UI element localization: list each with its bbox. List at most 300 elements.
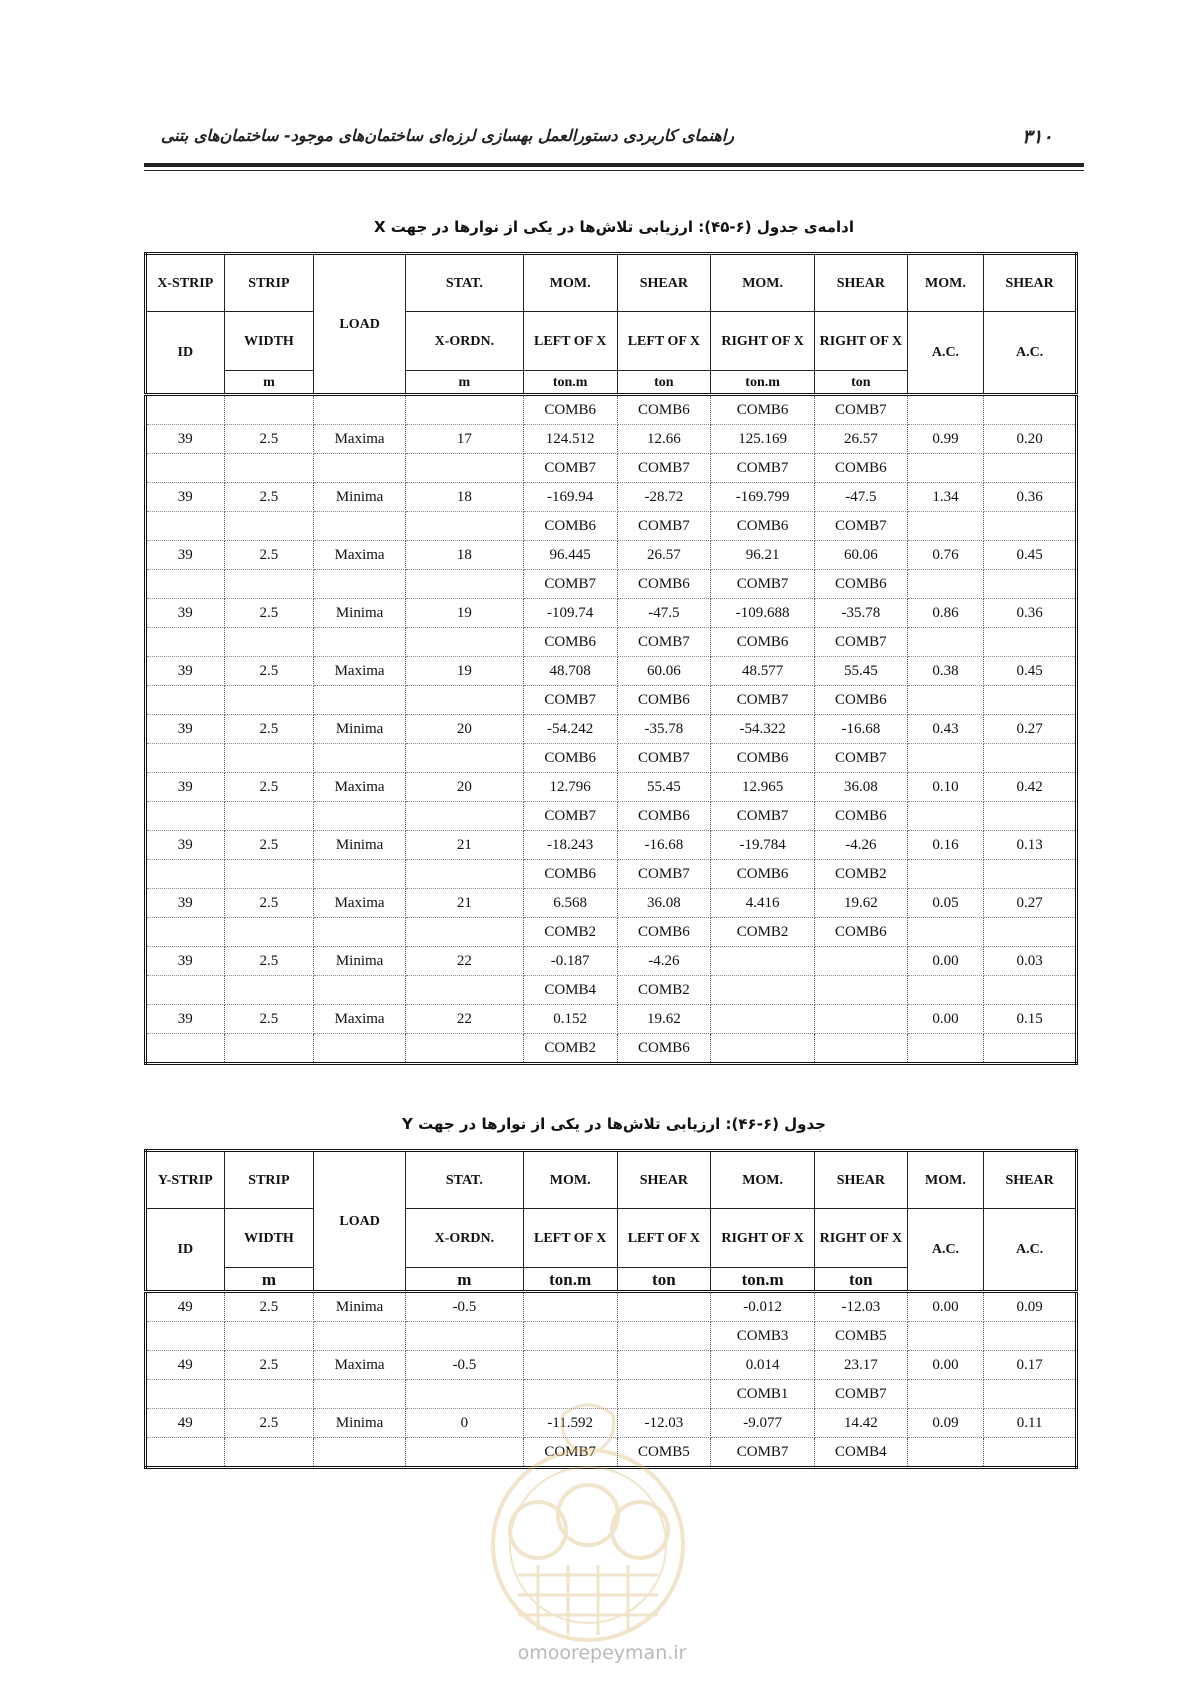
table-cell: 12.965 <box>711 773 815 802</box>
table-cell: COMB6 <box>711 512 815 541</box>
unit-mom-right: ton.m <box>711 1268 815 1292</box>
table-cell: 2.5 <box>224 947 314 976</box>
table-cell: 2.5 <box>224 715 314 744</box>
col-right-of-x-mom: RIGHT OF X <box>711 1209 815 1268</box>
table-cell: COMB6 <box>523 512 617 541</box>
table-cell <box>224 918 314 947</box>
table-cell: 96.445 <box>523 541 617 570</box>
table-cell: -4.26 <box>617 947 711 976</box>
table-cell: 36.08 <box>617 889 711 918</box>
table-row <box>146 715 1077 744</box>
header-rule-thin <box>144 170 1084 171</box>
table-cell: 6.568 <box>523 889 617 918</box>
table-cell <box>314 1322 406 1351</box>
table-cell: COMB7 <box>617 454 711 483</box>
table-cell: Minima <box>314 831 406 860</box>
table-cell: COMB6 <box>711 628 815 657</box>
col-shear-right: SHEAR <box>814 1151 907 1209</box>
table-cell <box>224 744 314 773</box>
col-strip-id-top: Y-STRIP <box>146 1151 225 1209</box>
table-cell <box>984 512 1077 541</box>
table-row <box>146 425 1077 454</box>
table-cell: -9.077 <box>711 1409 815 1438</box>
table-cell: 39 <box>146 889 225 918</box>
table-cell <box>146 686 225 715</box>
table-cell <box>314 570 406 599</box>
table-cell: 2.5 <box>224 831 314 860</box>
table-cell <box>907 1438 984 1468</box>
table-row <box>146 512 1077 541</box>
table-cell: 2.5 <box>224 1409 314 1438</box>
table-cell <box>224 1034 314 1064</box>
table-cell: 2.5 <box>224 773 314 802</box>
table-cell <box>146 1322 225 1351</box>
table-cell: 2.5 <box>224 599 314 628</box>
table-cell <box>984 686 1077 715</box>
table-row <box>146 599 1077 628</box>
table-cell: Maxima <box>314 1351 406 1380</box>
table-cell <box>224 454 314 483</box>
unit-shear-right: ton <box>814 1268 907 1292</box>
table-cell: 0.20 <box>984 425 1077 454</box>
col-shear-ac: SHEAR <box>984 1151 1077 1209</box>
table-cell <box>814 976 907 1005</box>
table-cell <box>224 686 314 715</box>
table-cell: 20 <box>405 715 523 744</box>
table-cell: 2.5 <box>224 1292 314 1322</box>
table-cell <box>617 1322 711 1351</box>
table-cell <box>984 976 1077 1005</box>
table-row <box>146 1292 1077 1322</box>
table-cell <box>405 1322 523 1351</box>
page-header <box>144 122 1084 152</box>
table-cell: 0.05 <box>907 889 984 918</box>
table-row <box>146 831 1077 860</box>
table-cell: -4.26 <box>814 831 907 860</box>
col-strip: STRIP <box>224 1151 314 1209</box>
table-cell: 0.13 <box>984 831 1077 860</box>
table-cell: COMB6 <box>617 918 711 947</box>
table-cell: 39 <box>146 1005 225 1034</box>
table-cell: COMB4 <box>814 1438 907 1468</box>
table-row <box>146 570 1077 599</box>
table-cell <box>907 395 984 425</box>
table-cell: COMB6 <box>523 628 617 657</box>
table-cell <box>146 395 225 425</box>
table-cell: -16.68 <box>617 831 711 860</box>
table-cell <box>224 1438 314 1468</box>
col-right-of-x-shear: RIGHT OF X <box>814 312 907 371</box>
table-cell: -109.688 <box>711 599 815 628</box>
table-cell: COMB6 <box>711 860 815 889</box>
table-cell: COMB6 <box>814 454 907 483</box>
table-cell: 39 <box>146 773 225 802</box>
table-cell: COMB7 <box>814 512 907 541</box>
table-row <box>146 1005 1077 1034</box>
table-cell <box>984 1438 1077 1468</box>
col-load: LOAD <box>314 254 406 395</box>
table-cell <box>314 802 406 831</box>
table-cell <box>984 744 1077 773</box>
table-cell <box>146 454 225 483</box>
table-cell: -47.5 <box>617 599 711 628</box>
col-shear-right: SHEAR <box>814 254 907 312</box>
col-shear-left: SHEAR <box>617 1151 711 1209</box>
col-ac-shear: A.C. <box>984 1209 1077 1292</box>
table-cell: Minima <box>314 1292 406 1322</box>
table-cell <box>405 802 523 831</box>
table-cell <box>314 454 406 483</box>
table-cell: 20 <box>405 773 523 802</box>
table-cell: COMB7 <box>711 686 815 715</box>
col-ac-shear: A.C. <box>984 312 1077 395</box>
table-cell: 19.62 <box>814 889 907 918</box>
col-ac-mom: A.C. <box>907 312 984 395</box>
col-width: WIDTH <box>224 312 314 371</box>
page-number: ۳۱۰ <box>1022 126 1053 148</box>
table-cell: Maxima <box>314 889 406 918</box>
col-mom-left: MOM. <box>523 254 617 312</box>
table-cell: 36.08 <box>814 773 907 802</box>
table-cell <box>523 1351 617 1380</box>
table-cell: -109.74 <box>523 599 617 628</box>
table-cell: -169.94 <box>523 483 617 512</box>
table-row <box>146 483 1077 512</box>
table-cell <box>523 1322 617 1351</box>
table-cell: 1.34 <box>907 483 984 512</box>
table-cell: COMB6 <box>617 1034 711 1064</box>
table-cell: COMB6 <box>523 744 617 773</box>
table-cell: Minima <box>314 599 406 628</box>
table-cell <box>907 512 984 541</box>
table-cell: 18 <box>405 541 523 570</box>
table-cell: Minima <box>314 1409 406 1438</box>
table-cell: -16.68 <box>814 715 907 744</box>
table-cell: 26.57 <box>617 541 711 570</box>
table-cell <box>146 570 225 599</box>
table-cell: 0.09 <box>907 1409 984 1438</box>
running-title: راهنمای کاربردی دستورالعمل بهسازی لرزه‌ای ساختمان‌های موجود- ساختمان‌های بتنی <box>160 126 734 145</box>
table-cell <box>814 1005 907 1034</box>
table-cell: COMB6 <box>617 802 711 831</box>
table-cell <box>907 628 984 657</box>
table-cell: 0.00 <box>907 1292 984 1322</box>
table-row <box>146 1034 1077 1064</box>
table-cell <box>146 512 225 541</box>
table-cell <box>314 628 406 657</box>
table-cell <box>523 1292 617 1322</box>
unit-shear-right: ton <box>814 371 907 395</box>
header-rule-thick <box>144 163 1084 167</box>
col-mom-right: MOM. <box>711 254 815 312</box>
unit-shear-left: ton <box>617 371 711 395</box>
table-cell: COMB7 <box>523 454 617 483</box>
table-cell: COMB7 <box>711 454 815 483</box>
table-cell: -35.78 <box>617 715 711 744</box>
col-id: ID <box>146 312 225 395</box>
table-row <box>146 454 1077 483</box>
table-row <box>146 889 1077 918</box>
table-cell: COMB7 <box>523 1438 617 1468</box>
table-cell: 18 <box>405 483 523 512</box>
table-cell: 49 <box>146 1409 225 1438</box>
table2-caption: جدول (۶-۴۶): ارزیابی تلاش‌ها در یکی از نوارها در جهت Y <box>402 1115 826 1133</box>
table-row <box>146 976 1077 1005</box>
table-cell: 0.27 <box>984 889 1077 918</box>
table-cell <box>224 802 314 831</box>
table-cell: COMB7 <box>523 802 617 831</box>
table-cell: COMB2 <box>523 1034 617 1064</box>
table-cell: -35.78 <box>814 599 907 628</box>
table-row <box>146 395 1077 425</box>
unit-width: m <box>224 1268 314 1292</box>
table-cell: COMB5 <box>814 1322 907 1351</box>
table-cell <box>146 1380 225 1409</box>
col-stat: STAT. <box>405 1151 523 1209</box>
table-cell <box>224 976 314 1005</box>
table-cell: 0.00 <box>907 1351 984 1380</box>
unit-shear-left: ton <box>617 1268 711 1292</box>
unit-mom-left: ton.m <box>523 371 617 395</box>
table-cell: COMB6 <box>814 802 907 831</box>
table-cell <box>314 976 406 1005</box>
table-cell <box>711 947 815 976</box>
table-cell: 0.36 <box>984 483 1077 512</box>
table-cell: COMB3 <box>711 1322 815 1351</box>
table-row <box>146 860 1077 889</box>
table-cell: 39 <box>146 425 225 454</box>
watermark-logo <box>468 1395 708 1655</box>
table-cell: 0.27 <box>984 715 1077 744</box>
table-cell: 22 <box>405 1005 523 1034</box>
col-ac-mom: A.C. <box>907 1209 984 1292</box>
table-cell: COMB6 <box>711 744 815 773</box>
table-cell: COMB6 <box>617 395 711 425</box>
unit-mom-right: ton.m <box>711 371 815 395</box>
table-cell <box>984 802 1077 831</box>
table-cell <box>907 860 984 889</box>
table-cell: COMB6 <box>523 395 617 425</box>
col-left-of-x-shear: LEFT OF X <box>617 312 711 371</box>
table-cell: -47.5 <box>814 483 907 512</box>
table-cell <box>405 512 523 541</box>
table-cell: 48.577 <box>711 657 815 686</box>
table-cell: 0.76 <box>907 541 984 570</box>
col-mom-right: MOM. <box>711 1151 815 1209</box>
col-right-of-x-shear: RIGHT OF X <box>814 1209 907 1268</box>
table-cell: 60.06 <box>814 541 907 570</box>
table-cell <box>984 1034 1077 1064</box>
table-cell: COMB7 <box>814 1380 907 1409</box>
table-cell: COMB7 <box>523 686 617 715</box>
table-cell <box>907 1034 984 1064</box>
col-strip: STRIP <box>224 254 314 312</box>
table-cell: Maxima <box>314 657 406 686</box>
table-cell <box>314 744 406 773</box>
table-cell: COMB2 <box>617 976 711 1005</box>
table-cell: 0.42 <box>984 773 1077 802</box>
table-cell <box>146 744 225 773</box>
table-cell: COMB6 <box>814 570 907 599</box>
table-cell: -12.03 <box>814 1292 907 1322</box>
table-cell: 39 <box>146 947 225 976</box>
table-cell: 0.15 <box>984 1005 1077 1034</box>
table1-body <box>146 395 1077 1064</box>
table-cell: -12.03 <box>617 1409 711 1438</box>
table-cell: 19.62 <box>617 1005 711 1034</box>
table-cell <box>314 1438 406 1468</box>
table-cell <box>405 918 523 947</box>
table-cell: COMB2 <box>814 860 907 889</box>
table-cell: 39 <box>146 831 225 860</box>
table-cell: COMB7 <box>711 1438 815 1468</box>
table-cell: 0.45 <box>984 541 1077 570</box>
table-cell <box>314 918 406 947</box>
table-cell <box>146 860 225 889</box>
table-cell: COMB6 <box>617 570 711 599</box>
table-row <box>146 541 1077 570</box>
table-cell <box>405 454 523 483</box>
table-cell: 125.169 <box>711 425 815 454</box>
table-row <box>146 918 1077 947</box>
table-cell: COMB7 <box>617 860 711 889</box>
table-cell <box>405 976 523 1005</box>
table-cell <box>711 1005 815 1034</box>
col-width: WIDTH <box>224 1209 314 1268</box>
table-cell <box>984 570 1077 599</box>
table-cell <box>314 1380 406 1409</box>
table-cell: 2.5 <box>224 483 314 512</box>
table-cell <box>224 1322 314 1351</box>
table-cell <box>405 744 523 773</box>
table-row <box>146 1351 1077 1380</box>
table-cell <box>224 1380 314 1409</box>
table-cell <box>907 686 984 715</box>
table-cell: 39 <box>146 715 225 744</box>
table-cell <box>984 918 1077 947</box>
table-cell: COMB7 <box>814 395 907 425</box>
col-shear-left: SHEAR <box>617 254 711 312</box>
table-cell <box>984 1380 1077 1409</box>
table-cell <box>907 1322 984 1351</box>
table-cell <box>224 860 314 889</box>
table-row <box>146 947 1077 976</box>
table-cell <box>146 976 225 1005</box>
table-cell <box>314 860 406 889</box>
table-cell <box>907 570 984 599</box>
table-cell <box>314 686 406 715</box>
table-cell: 0.38 <box>907 657 984 686</box>
col-left-of-x-shear: LEFT OF X <box>617 1209 711 1268</box>
col-strip-id-top: X-STRIP <box>146 254 225 312</box>
table-cell <box>814 1034 907 1064</box>
table-cell: 55.45 <box>617 773 711 802</box>
table-cell: Maxima <box>314 773 406 802</box>
table-cell: COMB2 <box>523 918 617 947</box>
table-cell <box>617 1351 711 1380</box>
table-cell <box>617 1292 711 1322</box>
table-cell: COMB7 <box>617 512 711 541</box>
table-cell: 21 <box>405 831 523 860</box>
table-row <box>146 802 1077 831</box>
table-cell: 19 <box>405 599 523 628</box>
table-cell <box>907 802 984 831</box>
table-cell: 21 <box>405 889 523 918</box>
col-mom-left: MOM. <box>523 1151 617 1209</box>
unit-mom-left: ton.m <box>523 1268 617 1292</box>
table-cell: 12.66 <box>617 425 711 454</box>
table-cell: 0.10 <box>907 773 984 802</box>
table-cell: 2.5 <box>224 889 314 918</box>
table-cell <box>711 1034 815 1064</box>
table-cell: 55.45 <box>814 657 907 686</box>
table-cell: 60.06 <box>617 657 711 686</box>
table-cell <box>146 918 225 947</box>
table-cell <box>146 628 225 657</box>
table-cell <box>146 1438 225 1468</box>
table-cell: 0.45 <box>984 657 1077 686</box>
table-row <box>146 773 1077 802</box>
table-cell <box>984 860 1077 889</box>
table-cell: COMB7 <box>814 628 907 657</box>
table-cell: 2.5 <box>224 1351 314 1380</box>
table-cell <box>984 454 1077 483</box>
table-cell: 39 <box>146 657 225 686</box>
table-cell: 0.00 <box>907 947 984 976</box>
table-cell: 49 <box>146 1351 225 1380</box>
table-cell: 23.17 <box>814 1351 907 1380</box>
table-cell: 0.36 <box>984 599 1077 628</box>
table-cell: -169.799 <box>711 483 815 512</box>
table-cell <box>405 628 523 657</box>
unit-x-ordn: m <box>405 1268 523 1292</box>
table-cell: 0.99 <box>907 425 984 454</box>
table-cell: 39 <box>146 599 225 628</box>
table-cell: 12.796 <box>523 773 617 802</box>
table-row <box>146 686 1077 715</box>
table-x-strip <box>144 252 1078 1065</box>
table-cell <box>146 802 225 831</box>
table-cell <box>405 570 523 599</box>
table-cell <box>907 976 984 1005</box>
table-cell <box>405 860 523 889</box>
table-cell: 0.03 <box>984 947 1077 976</box>
table-cell <box>314 512 406 541</box>
col-x-ordn: X-ORDN. <box>405 1209 523 1268</box>
table-cell: COMB6 <box>711 395 815 425</box>
table-cell: Maxima <box>314 1005 406 1034</box>
table-cell: 17 <box>405 425 523 454</box>
table-cell: 0.11 <box>984 1409 1077 1438</box>
table-cell: Maxima <box>314 541 406 570</box>
table-cell <box>146 1034 225 1064</box>
col-left-of-x-mom: LEFT OF X <box>523 312 617 371</box>
table-cell <box>984 1322 1077 1351</box>
table-cell: COMB7 <box>711 802 815 831</box>
table-cell: COMB1 <box>711 1380 815 1409</box>
col-x-ordn: X-ORDN. <box>405 312 523 371</box>
table-cell: 22 <box>405 947 523 976</box>
table-cell <box>224 512 314 541</box>
table-cell: COMB7 <box>711 570 815 599</box>
table-cell <box>984 628 1077 657</box>
table-cell: 0 <box>405 1409 523 1438</box>
table-cell: 0.014 <box>711 1351 815 1380</box>
table-cell: 0.152 <box>523 1005 617 1034</box>
table-cell: 39 <box>146 483 225 512</box>
table-row <box>146 1322 1077 1351</box>
table-cell: 0.17 <box>984 1351 1077 1380</box>
